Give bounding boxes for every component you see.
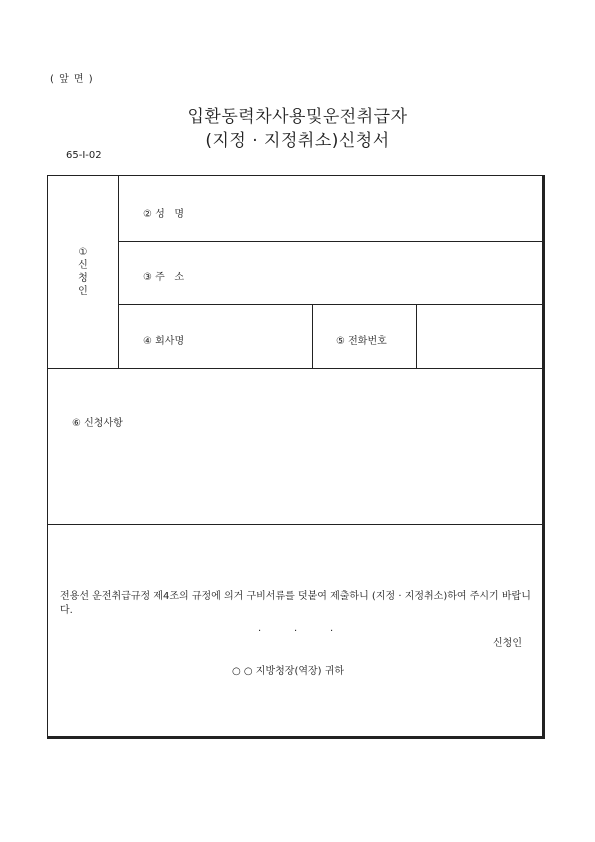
name-label: ② 성 명: [143, 209, 184, 220]
phone-label: ⑤ 전화번호: [336, 336, 387, 347]
applicant-label: [48, 176, 118, 368]
applicant-section-divider: [48, 368, 545, 369]
front-side-label: ( 앞 면 ): [50, 74, 94, 85]
company-field[interactable]: [200, 308, 308, 364]
signer-label: 신청인: [493, 638, 522, 649]
form-code: 65-Ⅰ-02: [66, 150, 102, 161]
form-title-line2: (지정 · 지정취소)신청서: [205, 131, 390, 151]
applicant-char-3: 인: [78, 286, 88, 297]
company-label: ④ 회사명: [143, 336, 185, 347]
applicant-column-divider: [118, 176, 119, 368]
declaration-text: 전용선 운전취급규정 제4조의 규정에 의거 구비서류를 덧붙여 제출하니 (지정 · 지정취소)하여 주시기 바랍니다.: [60, 591, 531, 616]
phone-label-divider-right: [416, 304, 417, 368]
applicant-char-2: 청: [78, 273, 88, 284]
date-year-dot: .: [258, 623, 262, 634]
phone-field[interactable]: [420, 308, 542, 364]
request-label: ⑥ 신청사항: [72, 418, 123, 429]
address-label: ③ 주 소: [143, 272, 184, 283]
request-field[interactable]: [60, 432, 540, 520]
address-field[interactable]: [200, 245, 540, 301]
addressee: ○ ○ 지방청장(역장) 귀하: [232, 666, 345, 677]
form-title-line1: 입환동력차사용및운전취급자: [187, 107, 408, 127]
applicant-char-1: 신: [78, 260, 88, 271]
date-day-dot: .: [330, 623, 334, 634]
name-row-divider: [118, 241, 545, 242]
applicant-number: ①: [78, 247, 88, 258]
address-row-divider: [118, 304, 545, 305]
date-fields[interactable]: [258, 623, 366, 634]
date-month-dot: .: [294, 623, 298, 634]
name-field[interactable]: [200, 180, 540, 238]
request-section-divider: [48, 524, 545, 525]
phone-label-divider-left: [312, 304, 313, 368]
